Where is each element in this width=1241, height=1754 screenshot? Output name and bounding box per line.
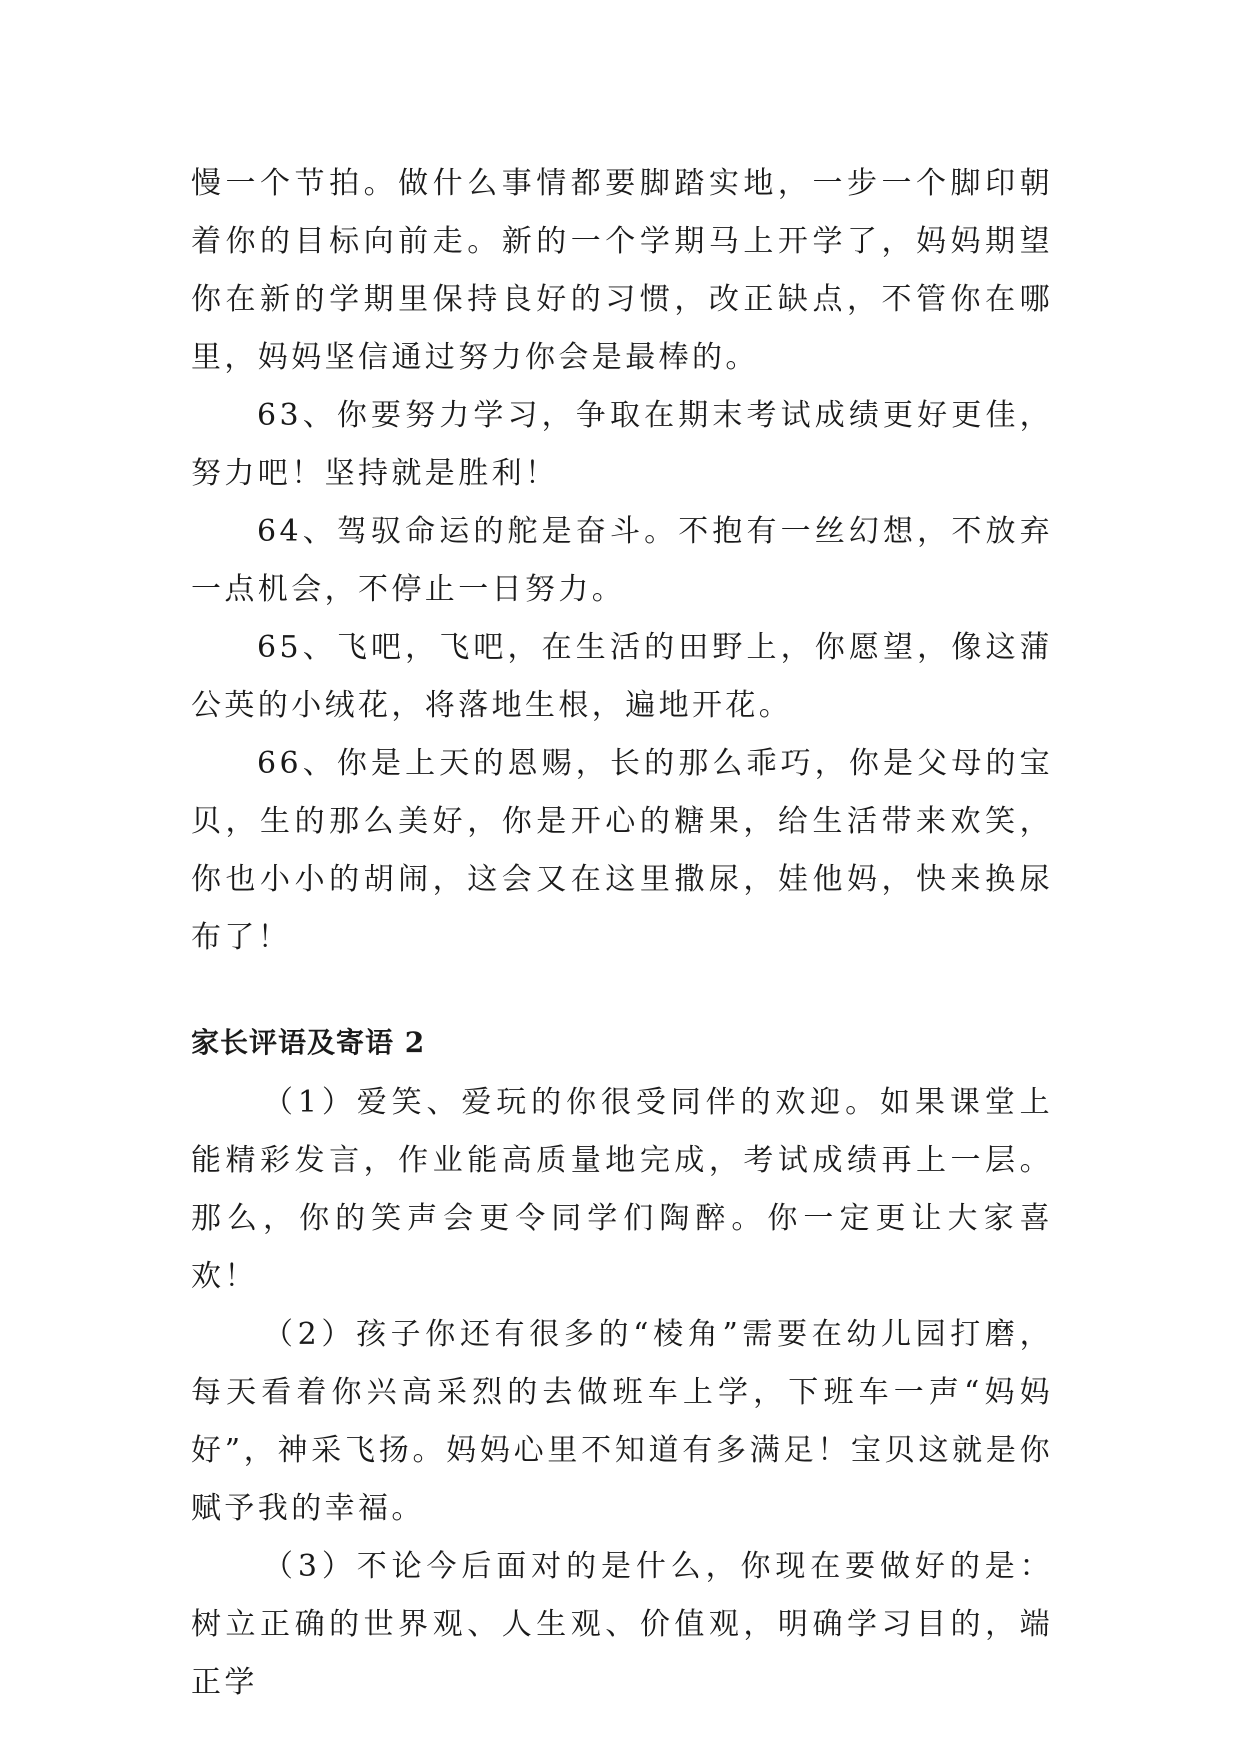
section-heading: 家长评语及寄语 2 (191, 1026, 426, 1059)
paragraph-item-1: （1）爱笑、爱玩的你很受同伴的欢迎。如果课堂上能精彩发言，作业能高质量地完成，考试成绩再上一层。那么，你的笑声会更令同学们陶醉。你一定更让大家喜欢！ (191, 1085, 1053, 1294)
paragraph-66: 66、你是上天的恩赐，长的那么乖巧，你是父母的宝贝，生的那么美好，你是开心的糖果，给生活带来欢笑，你也小小的胡闹，这会又在这里撒尿，娃他妈，快来换尿布了！ (191, 746, 1053, 955)
paragraph-64: 64、驾驭命运的舵是奋斗。不抱有一丝幻想，不放弃一点机会，不停止一日努力。 (191, 514, 1053, 607)
paragraph-item-3: （3）不论今后面对的是什么，你现在要做好的是：树立正确的世界观、人生观、价值观，明确学习目的，端正学 (191, 1549, 1053, 1700)
paragraph-continued: 慢一个节拍。做什么事情都要脚踏实地，一步一个脚印朝着你的目标向前走。新的一个学期马上开学了，妈妈期望你在新的学期里保持良好的习惯，改正缺点，不管你在哪里，妈妈坚信通过努力你会是最棒的。 (191, 166, 1053, 375)
paragraph-63: 63、你要努力学习，争取在期末考试成绩更好更佳，努力吧！坚持就是胜利！ (191, 398, 1053, 491)
document-body (191, 155, 1053, 1712)
paragraph-item-2: （2）孩子你还有很多的“棱角”需要在幼儿园打磨，每天看着你兴高采烈的去做班车上学，下班车一声“妈妈好”，神采飞扬。妈妈心里不知道有多满足！宝贝这就是你赋予我的幸福。 (191, 1317, 1053, 1526)
paragraph-65: 65、飞吧，飞吧，在生活的田野上，你愿望，像这蒲公英的小绒花，将落地生根，遍地开花。 (191, 630, 1053, 723)
